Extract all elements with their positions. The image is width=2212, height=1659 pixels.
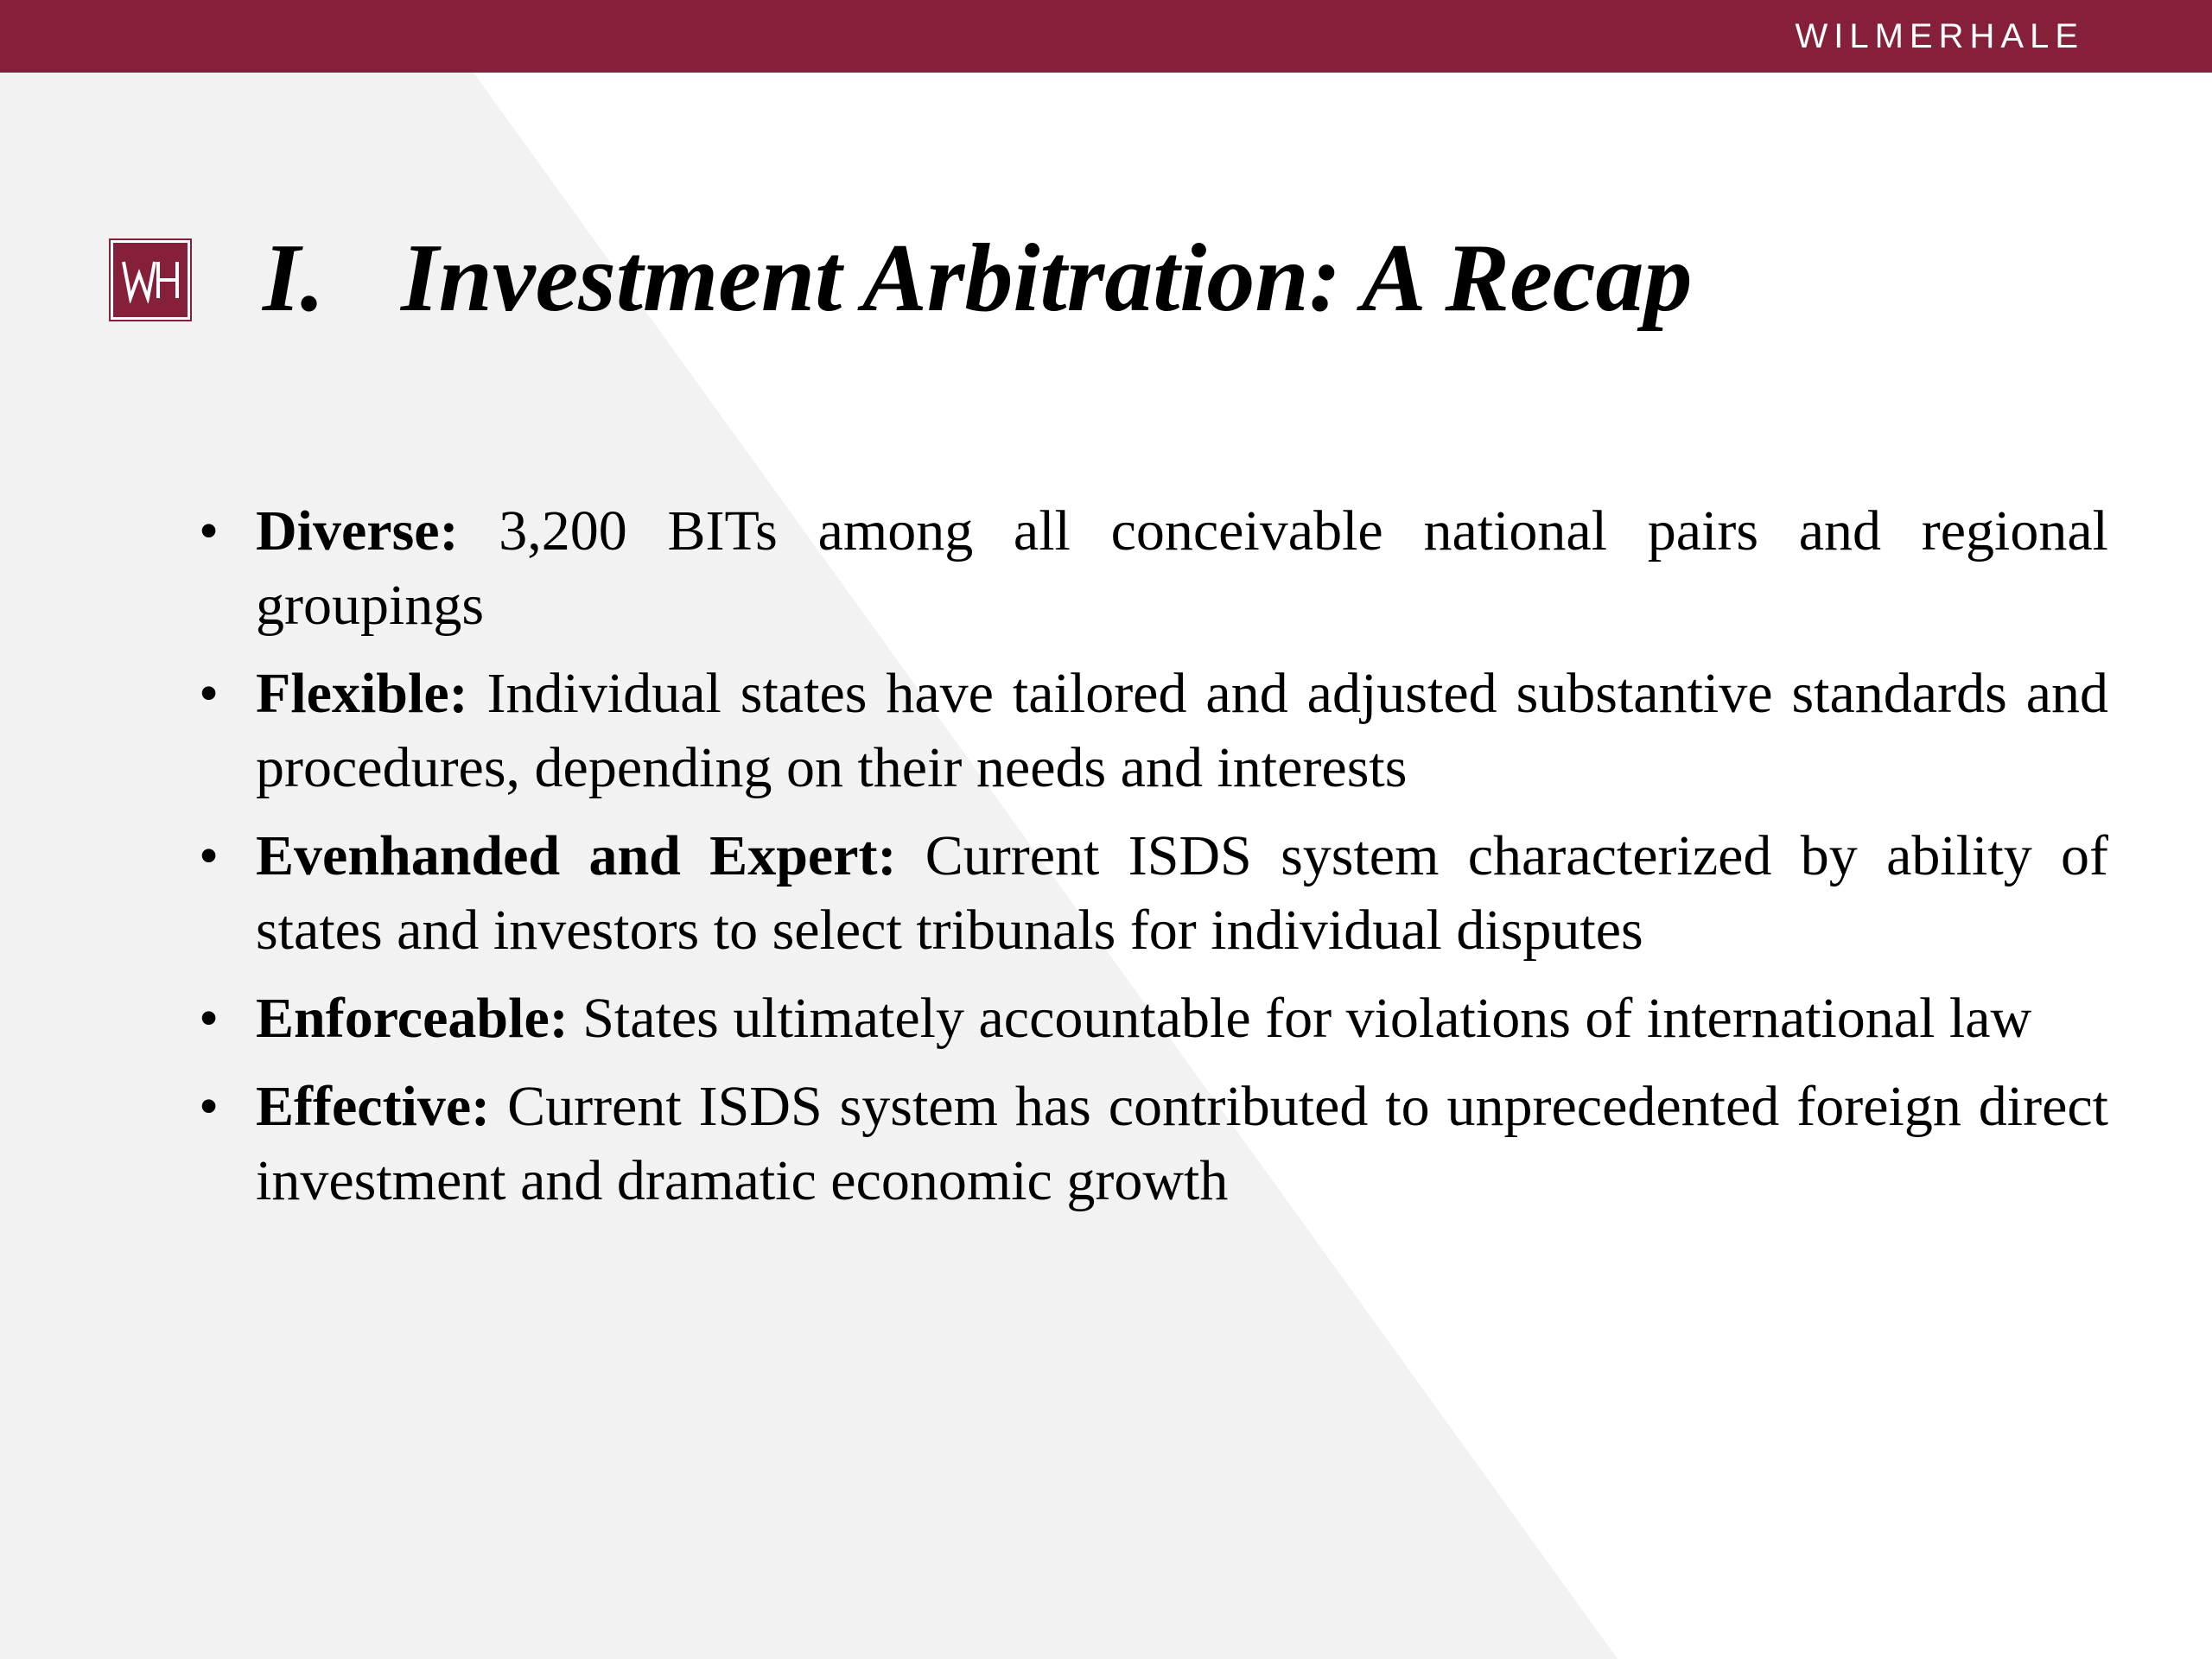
- bullet-term: Flexible:: [256, 662, 468, 725]
- bullet-marker: •: [199, 499, 219, 563]
- brand-wordmark: WILMERHALE: [1795, 17, 2084, 55]
- bullet-marker: •: [199, 987, 219, 1050]
- bullet-term: Evenhanded and Expert:: [256, 824, 897, 887]
- bullet-text: Individual states have tailored and adjusted substantive standards and procedures, depending on their needs and interests: [256, 662, 2108, 799]
- bullet-item: [199, 1070, 2108, 1218]
- bullet-text: 3,200 BITs among all conceivable national pairs and regional groupings: [256, 499, 2108, 637]
- bullet-term: Enforceable:: [256, 987, 569, 1050]
- bullet-marker: •: [199, 1075, 219, 1138]
- bullet-text: Current ISDS system characterized by ability of states and investors to select tribunals for individual disputes: [256, 824, 2109, 962]
- bullet-item: [199, 657, 2108, 805]
- bullet-text: Current ISDS system has contributed to unprecedented foreign direct investment and dramatic economic growth: [256, 1075, 2108, 1212]
- slide-title: [263, 218, 1693, 339]
- bullet-list: [199, 494, 2108, 1232]
- bullet-term: Effective:: [256, 1075, 491, 1138]
- bullet-marker: •: [199, 662, 219, 725]
- wh-monogram-icon: [118, 257, 182, 303]
- title-text: Investment Arbitration: A Recap: [401, 225, 1693, 332]
- wh-logo-icon: [111, 240, 190, 320]
- bullet-text: States ultimately accountable for violations of international law: [568, 987, 2032, 1050]
- top-banner: [0, 0, 2212, 73]
- section-number: I.: [263, 225, 325, 332]
- bullet-item: [199, 494, 2108, 643]
- bullet-item: [199, 982, 2108, 1056]
- bullet-marker: •: [199, 824, 219, 887]
- bullet-term: Diverse:: [256, 499, 459, 563]
- bullet-item: [199, 819, 2108, 968]
